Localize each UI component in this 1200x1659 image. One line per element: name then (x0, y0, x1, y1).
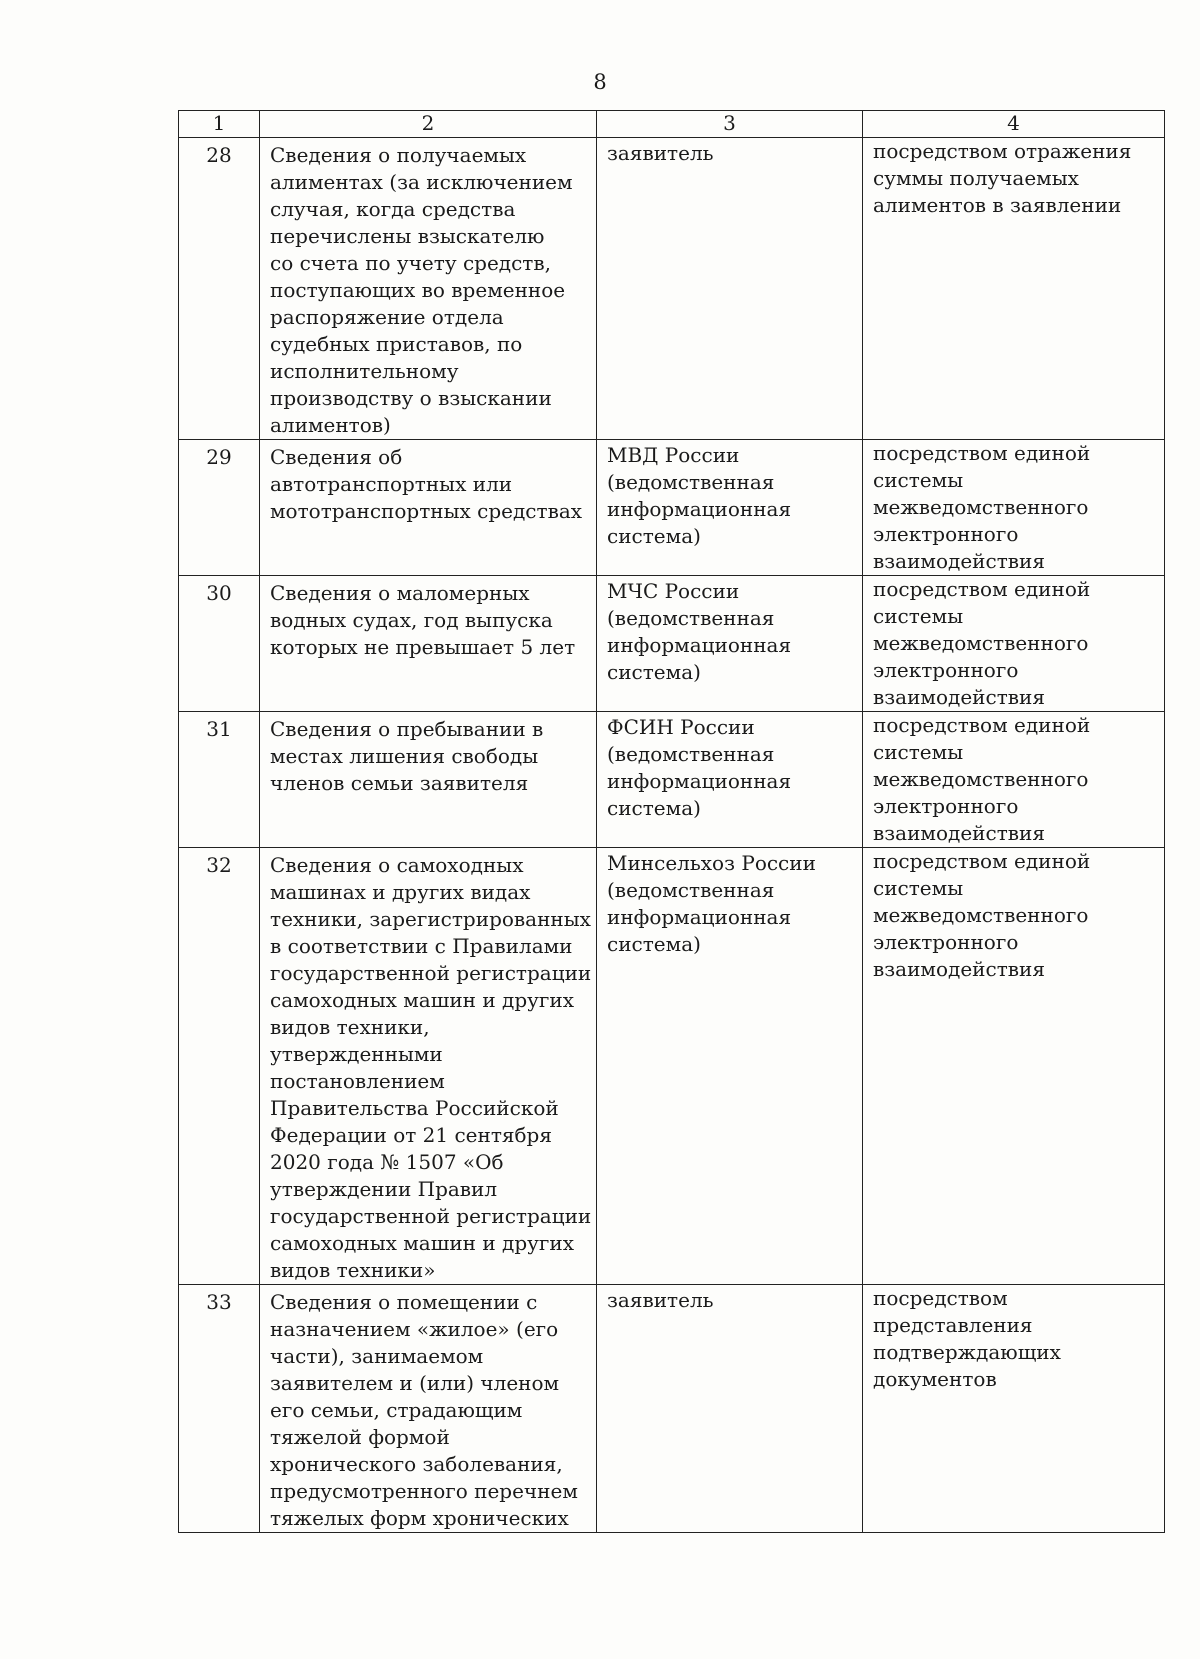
row-description (260, 440, 597, 576)
row-method (863, 576, 1165, 712)
text-line: случая, когда средства (270, 197, 516, 221)
text-line: посредством единой (873, 577, 1091, 601)
text-line: системы (873, 740, 964, 764)
text-line: производству о взыскании (270, 386, 552, 410)
text-line: Минсельхоз России (607, 851, 816, 875)
text-line: взаимодействия (873, 685, 1045, 709)
table-row (179, 440, 1165, 576)
text-line: взаимодействия (873, 821, 1045, 845)
text-line: Федерации от 21 сентября (270, 1123, 552, 1147)
text-line: взаимодействия (873, 957, 1045, 981)
text-line: Сведения об (270, 445, 403, 469)
row-method (863, 440, 1165, 576)
row-source (597, 1285, 863, 1533)
text-line: заявитель (607, 1288, 714, 1312)
row-description (260, 1285, 597, 1533)
text-line: ФСИН России (607, 715, 755, 739)
text-line: государственной регистрации (270, 1204, 592, 1228)
text-line: Сведения о самоходных (270, 853, 524, 877)
table-row (179, 1285, 1165, 1533)
text-line: его семьи, страдающим (270, 1398, 523, 1422)
text-line: МЧС России (607, 579, 740, 603)
table-row (179, 848, 1165, 1285)
text-line: постановлением (270, 1069, 445, 1093)
table-row (179, 576, 1165, 712)
row-source (597, 712, 863, 848)
text-line: тяжелых форм хронических (270, 1506, 569, 1530)
text-line: подтверждающих (873, 1340, 1061, 1364)
text-line: системы (873, 876, 964, 900)
text-line: системы (873, 604, 964, 628)
column-header-3: 3 (597, 111, 863, 138)
row-method (863, 138, 1165, 440)
row-source (597, 138, 863, 440)
text-line: Сведения о помещении с (270, 1290, 538, 1314)
text-line: электронного (873, 658, 1019, 682)
text-line: в соответствии с Правилами (270, 934, 573, 958)
row-source (597, 576, 863, 712)
text-line: государственной регистрации (270, 961, 592, 985)
text-line: алиментов в заявлении (873, 193, 1122, 217)
text-line: представления (873, 1313, 1033, 1337)
text-line: МВД России (607, 443, 740, 467)
text-line: алиментах (за исключением (270, 170, 573, 194)
text-line: (ведомственная (607, 470, 775, 494)
text-line: информационная (607, 769, 792, 793)
text-line: электронного (873, 522, 1019, 546)
text-line: посредством единой (873, 713, 1091, 737)
text-line: заявителем и (или) членом (270, 1371, 560, 1395)
text-line: система) (607, 796, 701, 820)
text-line: Сведения о пребывании в (270, 717, 544, 741)
text-line: система) (607, 932, 701, 956)
row-description (260, 848, 597, 1285)
text-line: системы (873, 468, 964, 492)
text-line: система) (607, 524, 701, 548)
text-line: хронического заболевания, (270, 1452, 563, 1476)
text-line: утверждении Правил (270, 1177, 498, 1201)
text-line: электронного (873, 794, 1019, 818)
text-line: членов семьи заявителя (270, 771, 529, 795)
text-line: видов техники» (270, 1258, 436, 1282)
table-row (179, 712, 1165, 848)
table-row (179, 138, 1165, 440)
text-line: (ведомственная (607, 742, 775, 766)
text-line: посредством единой (873, 441, 1091, 465)
data-table (178, 110, 1165, 1533)
text-line: заявитель (607, 141, 714, 165)
text-line: назначением «жилое» (его (270, 1317, 559, 1341)
row-description (260, 138, 597, 440)
text-line: Сведения о маломерных (270, 581, 530, 605)
row-number: 31 (179, 712, 260, 848)
text-line: предусмотренного перечнем (270, 1479, 578, 1503)
text-line: информационная (607, 497, 792, 521)
text-line: суммы получаемых (873, 166, 1079, 190)
text-line: утвержденными (270, 1042, 443, 1066)
column-header-2: 2 (260, 111, 597, 138)
text-line: самоходных машин и других (270, 1231, 574, 1255)
row-number: 33 (179, 1285, 260, 1533)
text-line: посредством (873, 1286, 1008, 1310)
row-description (260, 576, 597, 712)
column-header-4: 4 (863, 111, 1165, 138)
text-line: части), занимаемом (270, 1344, 484, 1368)
text-line: самоходных машин и других (270, 988, 574, 1012)
text-line: взаимодействия (873, 549, 1045, 573)
text-line: мототранспортных средствах (270, 499, 583, 523)
text-line: посредством отражения (873, 139, 1132, 163)
page-number: 8 (593, 70, 607, 94)
text-line: судебных приставов, по (270, 332, 523, 356)
table-header-row (179, 111, 1165, 138)
text-line: межведомственного (873, 903, 1089, 927)
text-line: Правительства Российской (270, 1096, 559, 1120)
row-method (863, 712, 1165, 848)
text-line: техники, зарегистрированных (270, 907, 591, 931)
text-line: местах лишения свободы (270, 744, 539, 768)
text-line: документов (873, 1367, 997, 1391)
row-method (863, 848, 1165, 1285)
text-line: исполнительному (270, 359, 459, 383)
text-line: которых не превышает 5 лет (270, 635, 576, 659)
text-line: машинах и других видах (270, 880, 531, 904)
text-line: поступающих во временное (270, 278, 566, 302)
row-number: 32 (179, 848, 260, 1285)
text-line: тяжелой формой (270, 1425, 450, 1449)
text-line: межведомственного (873, 495, 1089, 519)
text-line: информационная (607, 905, 792, 929)
text-line: межведомственного (873, 767, 1089, 791)
text-line: (ведомственная (607, 606, 775, 630)
text-line: со счета по учету средств, (270, 251, 551, 275)
text-line: алиментов) (270, 413, 391, 437)
text-line: перечислены взыскателю (270, 224, 545, 248)
row-description (260, 712, 597, 848)
text-line: распоряжение отдела (270, 305, 504, 329)
text-line: система) (607, 660, 701, 684)
text-line: Сведения о получаемых (270, 143, 527, 167)
text-line: информационная (607, 633, 792, 657)
text-line: водных судах, год выпуска (270, 608, 553, 632)
row-method (863, 1285, 1165, 1533)
text-line: автотранспортных или (270, 472, 513, 496)
column-header-1: 1 (179, 111, 260, 138)
text-line: 2020 года № 1507 «Об (270, 1150, 504, 1174)
row-source (597, 440, 863, 576)
row-source (597, 848, 863, 1285)
row-number: 29 (179, 440, 260, 576)
row-number: 30 (179, 576, 260, 712)
text-line: видов техники, (270, 1015, 430, 1039)
row-number: 28 (179, 138, 260, 440)
text-line: электронного (873, 930, 1019, 954)
text-line: (ведомственная (607, 878, 775, 902)
text-line: межведомственного (873, 631, 1089, 655)
text-line: посредством единой (873, 849, 1091, 873)
